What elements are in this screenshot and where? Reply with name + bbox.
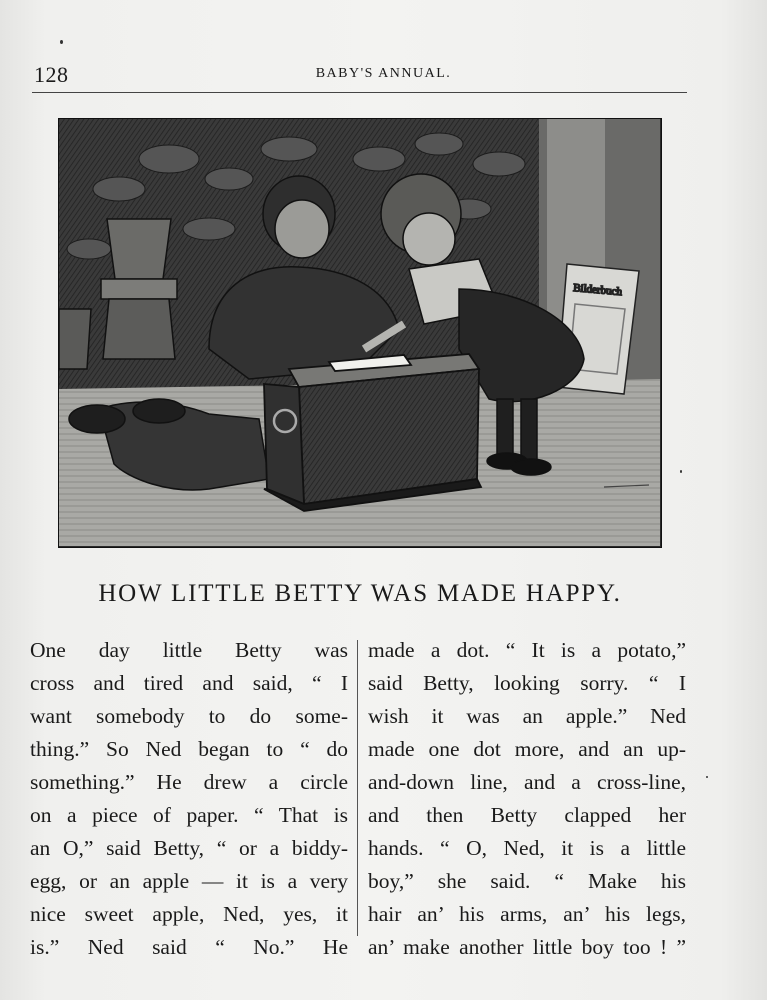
text-line: want somebody to do some- [30, 704, 348, 728]
picture-book-title: Bilderbuch [572, 282, 623, 299]
text-line: One day little Betty was [30, 638, 348, 662]
text-line: nice sweet apple, Ned, yes, it [30, 902, 348, 926]
paper-speck [706, 776, 708, 778]
page-number: 128 [34, 62, 69, 87]
text-line: said Betty, looking sorry. “ I [368, 671, 686, 695]
text-line: and then Betty clapped her [368, 803, 686, 827]
text-line: an’ make another little boy too ! ” [368, 935, 686, 959]
text-line: something.” He drew a circle [30, 770, 348, 794]
engraving-illustration [58, 118, 662, 548]
text-line: and-down line, and a cross-line, [368, 770, 686, 794]
text-line: made a dot. “ It is a potato,” [368, 638, 686, 662]
text-line: boy,” she said. “ Make his [368, 869, 686, 893]
running-title: BABY'S ANNUAL. [315, 66, 452, 81]
text-line: on a piece of paper. “ That is [30, 803, 348, 827]
story-title: HOW LITTLE BETTY WAS MADE HAPPY. [98, 580, 622, 607]
column-divider [357, 640, 358, 936]
text-line: wish it was an apple.” Ned [368, 704, 686, 728]
text-line: hands. “ O, Ned, it is a little [368, 836, 686, 860]
text-line: thing.” So Ned began to “ do [30, 737, 348, 761]
text-line: made one dot more, and an up- [368, 737, 686, 761]
text-line: is.” Ned said “ No.” He [30, 935, 348, 959]
text-line: an O,” said Betty, “ or a biddy- [30, 836, 348, 860]
engraving-drawing [59, 119, 660, 546]
text-line: egg, or an apple — it is a very [30, 869, 348, 893]
text-line: hair an’ his arms, an’ his legs, [368, 902, 686, 926]
paper-speck [680, 470, 682, 473]
header-rule [32, 92, 687, 93]
text-column-right [368, 634, 686, 964]
text-column-left [30, 634, 348, 964]
paper-speck [60, 40, 63, 44]
text-line: cross and tired and said, “ I [30, 671, 348, 695]
